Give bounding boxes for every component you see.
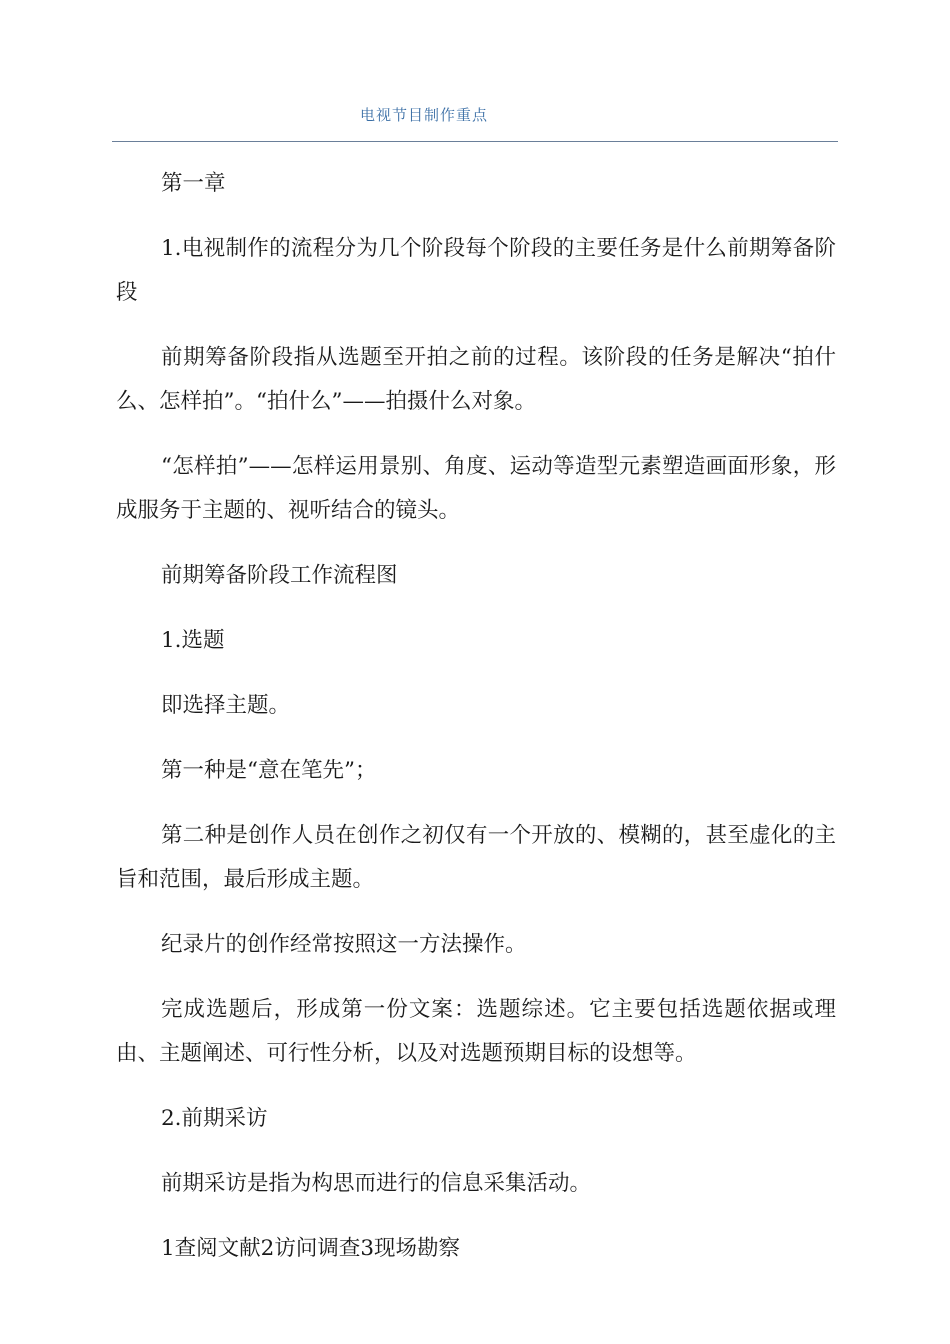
header-title: 电视节目制作重点: [360, 106, 489, 124]
body-paragraph: 1查阅文献2访问调查3现场勘察: [161, 1236, 461, 1261]
section-heading: 前期筹备阶段工作流程图: [161, 563, 398, 588]
chapter-heading: 第一章: [161, 171, 226, 196]
header-divider: [112, 141, 838, 142]
body-paragraph: 第二种是创作人员在创作之初仅有一个开放的、模糊的，甚至虚化的主旨和范围，最后形成主题。: [116, 823, 836, 892]
document-body: [116, 162, 836, 1292]
body-paragraph: 前期筹备阶段指从选题至开拍之前的过程。该阶段的任务是解决“拍什么、怎样拍”。“拍什么”——拍摄什么对象。: [116, 345, 836, 414]
question-heading: 1.电视制作的流程分为几个阶段每个阶段的主要任务是什么前期筹备阶段: [116, 236, 836, 305]
body-paragraph: 纪录片的创作经常按照这一方法操作。: [161, 932, 527, 957]
body-paragraph: 前期采访是指为构思而进行的信息采集活动。: [161, 1171, 592, 1196]
subsection-heading: 1.选题: [161, 628, 225, 653]
body-paragraph: “怎样拍”——怎样运用景别、角度、运动等造型元素塑造画面形象，形成服务于主题的、视听结合的镜头。: [116, 454, 836, 523]
body-paragraph: 第一种是“意在笔先”；: [161, 758, 377, 783]
body-paragraph: 即选择主题。: [161, 693, 291, 718]
subsection-heading: 2.前期采访: [161, 1106, 268, 1131]
body-paragraph: 完成选题后，形成第一份文案：选题综述。它主要包括选题依据或理由、主题阐述、可行性分析，以及对选题预期目标的设想等。: [116, 997, 836, 1066]
